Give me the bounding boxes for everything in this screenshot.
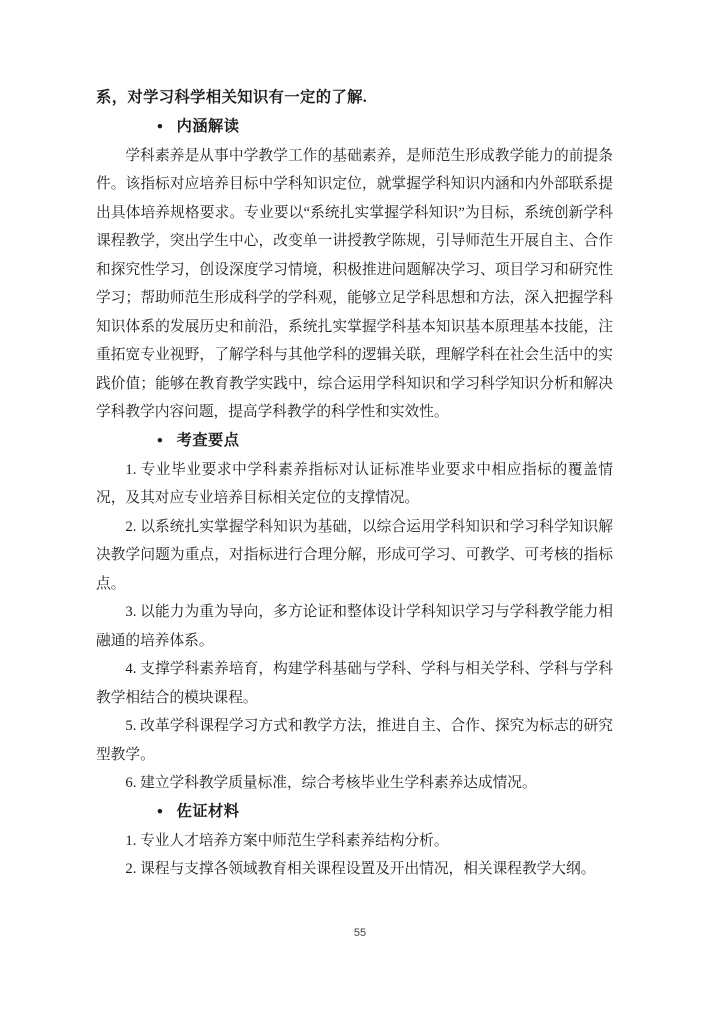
key-point-item-4: 4. 支撑学科素养培育，构建学科基础与学科、学科与相关学科、学科与学科教学相结合的模块课程。 (96, 661, 613, 706)
section-heading-key-points-label: 考查要点 (176, 431, 240, 449)
evidence-item-2: 2. 课程与支撑各领域教育相关课程设置及开出情况，相关课程教学大纲。 (125, 861, 596, 877)
key-point-item-1: 1. 专业毕业要求中学科素养指标对认证标准毕业要求中相应指标的覆盖情况，及其对应专业培养目标相关定位的支撑情况。 (96, 461, 613, 506)
key-point-item-3: 3. 以能力为重为导向，多方论证和整体设计学科知识学习与学科教学能力相融通的培养体系。 (96, 604, 613, 649)
lead-paragraph: 系，对学习科学相关知识有一定的了解. (96, 89, 368, 106)
section-heading-connotation (96, 113, 613, 142)
page-number: 55 (353, 927, 367, 939)
connotation-body-paragraph: 学科素养是从事中学教学工作的基础素养，是师范生形成教学能力的前提条件。该指标对应培养目标中学科知识定位，就掌握学科知识内涵和内外部联系提出具体培养规格要求。专业要以“系统扎实掌握学科知识”为目标，系统创新学科课程教学，突出学生中心，改变单一讲授教学陈规，引导师范生开展自主、合作和探究性学习，创设深度学习情境，积极推进问题解决学习、项目学习和研究性学习；帮助师范生形成科学的学科观，能够立足学科思想和方法，深入把握学科知识体系的发展历史和前沿，系统扎实掌握学科基本知识基本原理基本技能，注重拓宽专业视野，了解学科与其他学科的逻辑关联，理解学科在社会生活中的实践价值；能够在教育教学实践中，综合运用学科知识和学习科学知识分析和解决学科教学内容问题，提高学科教学的科学性和实效性。 (96, 147, 613, 420)
bullet-icon: ● (156, 121, 164, 132)
bullet-icon: ● (156, 435, 164, 446)
evidence-item-1: 1. 专业人才培养方案中师范生学科素养结构分析。 (125, 832, 449, 849)
bullet-icon: ● (156, 806, 164, 817)
section-heading-evidence-label: 佐证材料 (176, 802, 240, 820)
key-point-item-6: 6. 建立学科教学质量标准，综合考核毕业生学科素养达成情况。 (125, 775, 537, 791)
section-heading-key-points (96, 427, 613, 456)
section-heading-connotation-label: 内涵解读 (176, 117, 240, 135)
section-heading-evidence (96, 798, 613, 827)
key-point-item-2: 2. 以系统扎实掌握学科知识为基础，以综合运用学科知识和学习科学知识解决教学问题为重点，对指标进行合理分解，形成可学习、可教学、可考核的指标点。 (96, 518, 613, 592)
key-point-item-5: 5. 改革学科课程学习方式和教学方法，推进自主、合作、探究为标志的研究型教学。 (96, 718, 613, 763)
page-content (96, 84, 613, 884)
